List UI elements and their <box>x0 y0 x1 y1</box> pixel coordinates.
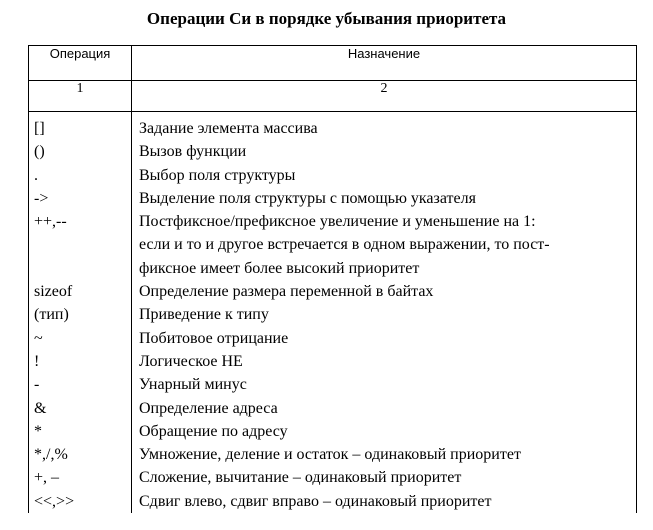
operation-description: Выбор поля структуры <box>139 166 296 184</box>
operation-description: Унарный минус <box>139 376 247 394</box>
column-number-1: 1 <box>29 81 132 112</box>
operation-description: если и то и другое встречается в одном выражении, то пост- <box>139 236 550 254</box>
operation-description: Определение размера переменной в байтах <box>139 283 434 301</box>
operation-description: Выделение поля структуры с помощью указателя <box>139 189 476 207</box>
document-title: Операции Си в порядке убывания приоритета <box>146 9 507 28</box>
operation-symbol: ++,-- <box>34 213 67 231</box>
operation-description: Постфиксное/префиксное увеличение и уменьшение на 1: <box>139 213 536 231</box>
operation-symbol: * <box>34 422 42 440</box>
spacer <box>34 257 131 280</box>
operation-description: Сдвиг влево, сдвиг вправо – одинаковый приоритет <box>139 492 492 510</box>
operation-symbol: - <box>34 376 40 394</box>
operation-symbol: (тип) <box>34 306 69 324</box>
operation-symbol: sizeof <box>34 283 73 301</box>
operation-symbol: ! <box>34 352 40 370</box>
operation-symbol: [] <box>34 120 45 137</box>
table-body-row <box>29 112 637 514</box>
operation-description: Умножение, деление и остаток – одинаковый приоритет <box>139 446 521 464</box>
table-header-row <box>29 46 637 81</box>
operations-table <box>28 45 637 513</box>
header-operation: Операция <box>29 46 132 81</box>
operation-symbol: () <box>34 143 45 161</box>
operation-symbol: <<,>> <box>34 492 75 510</box>
operation-description: фиксное имеет более высокий приоритет <box>139 259 420 277</box>
operation-column <box>29 112 132 514</box>
operation-symbol: -> <box>34 189 49 207</box>
operation-description: Определение адреса <box>139 399 278 417</box>
purpose-column <box>132 112 637 514</box>
operation-description: Логическое НЕ <box>139 352 243 370</box>
operation-symbol: . <box>34 166 38 184</box>
operation-description: Вызов функции <box>139 143 247 161</box>
operation-symbol: *,/,% <box>34 446 68 464</box>
operation-symbol: ~ <box>34 329 43 347</box>
column-number-2: 2 <box>132 81 637 112</box>
operation-description: Обращение по адресу <box>139 422 288 440</box>
operation-description: Побитовое отрицание <box>139 329 289 347</box>
table-number-row <box>29 81 637 112</box>
operation-symbol: +, – <box>34 469 60 487</box>
operation-description: Задание элемента массива <box>139 120 318 137</box>
header-purpose: Назначение <box>132 46 637 81</box>
operation-symbol: & <box>34 399 47 417</box>
operation-description: Сложение, вычитание – одинаковый приоритет <box>139 469 462 487</box>
spacer <box>34 233 131 256</box>
operation-description: Приведение к типу <box>139 306 269 324</box>
